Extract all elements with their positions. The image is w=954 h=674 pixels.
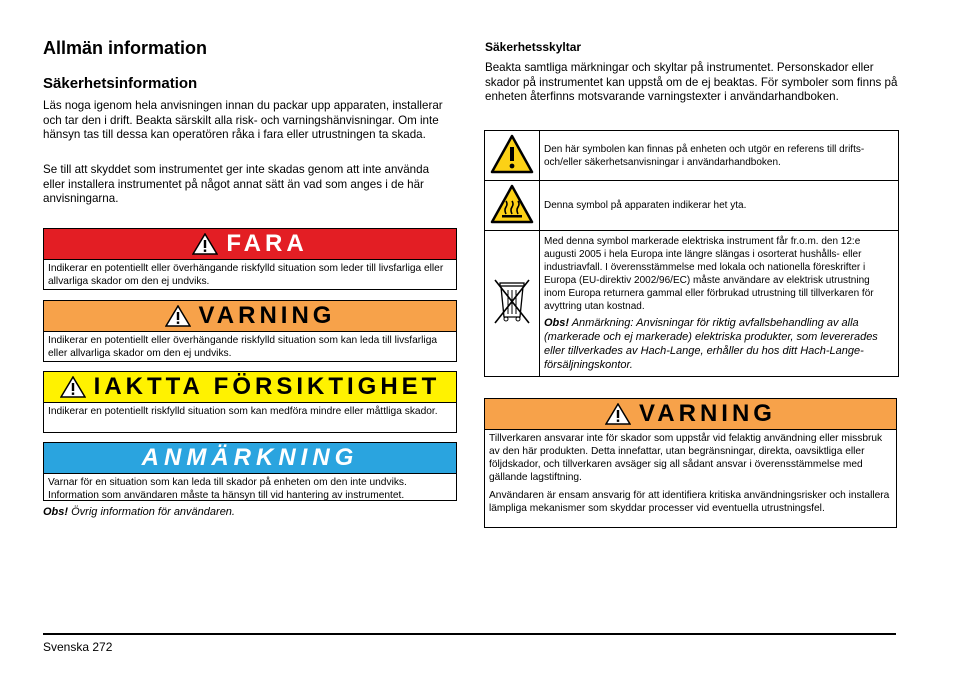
weee-text: Med denna symbol markerade elektriska instrument får fr.o.m. den 12:e augusti 2005 i hela Europa inte längre slängas i osorterat hushålls- eller industriavfall. I överensstämmelse med lokala och nationella föreskrifter i Europa (EU-direktiv 2002/96/EC) måste användare av elektrisk utrustning inom Europa returnera gammal eller förbrukad utrustning till tillverkaren för avyttring utan kostnad. — [544, 236, 874, 312]
notice-title: ANMÄRKNING — [141, 444, 359, 471]
subsection-title: Säkerhetsinformation — [43, 75, 198, 92]
warning-text-2: Användaren är ensam ansvarig för att identifiera kritiska användningsrisker och installera lämpliga mekanismer som skyddar processer vid eventuella utrustningsfel. — [489, 490, 890, 514]
caution-band — [44, 372, 456, 403]
intro-paragraph: Läs noga igenom hela anvisningen innan du packar upp apparaten, installerar och tar den i drift. Beakta särskilt alla risk- och varningshänvisningar. Om inte hänsyn tas till dessa kan operatören råka i fara eller utrustningen ta skada. — [43, 99, 443, 142]
footer-divider — [43, 633, 896, 635]
symbol-text: Denna symbol på apparaten indikerar het yta. — [540, 181, 899, 231]
danger-box — [43, 228, 457, 290]
warning-triangle-icon — [605, 403, 631, 425]
symbol-row — [485, 181, 899, 231]
symbol-cell — [485, 231, 540, 377]
safety-labels-paragraph: Beakta samtliga märkningar och skyltar på instrumentet. Personskador eller skador på instrumentet kan uppstå om de ej beaktas. För symboler som finns på enheten återfinns motsvarande varningstexter i användarhandboken. — [485, 61, 898, 104]
warning-text-1: Tillverkaren ansvarar inte för skador som uppstår vid felaktig användning eller missbruk av den här produkten. Detta innefattar, utan begränsningar, direkta, oavsiktliga eller följdskador, och tillverkaren avsäger sig all sådant ansvar i överensstämmelse med gällande lagstiftning. — [489, 433, 883, 483]
caution-text: Indikerar en potentiellt riskfylld situation som kan medföra mindre eller måttliga skador. — [48, 406, 438, 417]
note-text: Övrig information för användaren. — [68, 506, 235, 518]
symbol-text — [540, 231, 899, 377]
symbol-cell — [485, 131, 540, 181]
warning-title: VARNING — [198, 302, 336, 329]
warning-text: Indikerar en potentiellt eller överhängande riskfylld situation som kan leda till livsfarliga eller allvarliga skador om den ej undviks. — [48, 335, 438, 359]
warning-title: VARNING — [639, 400, 776, 427]
intro-paragraph-2: Se till att skyddet som instrumentet ger inte skadas genom att inte använda eller installera instrumentet på något annat sätt än vad som anges i de här anvisningarna. — [43, 163, 430, 206]
hot-surface-icon — [490, 184, 534, 224]
warning-band — [44, 301, 456, 332]
warning-triangle-icon — [165, 305, 191, 327]
danger-text: Indikerar en potentiellt eller överhängande riskfylld situation som leder till livsfarliga eller allvarliga skador om den ej undviks. — [48, 263, 444, 287]
page-footer: Svenska 272 — [43, 640, 113, 654]
warning-box-right — [484, 398, 897, 528]
caution-title: IAKTTA FÖRSIKTIGHET — [93, 373, 441, 400]
note — [43, 506, 235, 518]
safety-labels-title: Säkerhetsskyltar — [485, 40, 582, 54]
symbol-text: Den här symbolen kan finnas på enheten och utgör en referens till drifts- och/eller säkerhetsanvisningar i användarhandboken. — [540, 131, 899, 181]
warning-triangle-icon — [490, 134, 534, 174]
weee-note — [544, 316, 894, 372]
caution-box — [43, 371, 457, 433]
weee-note-text: Anmärkning: Anvisningar för riktig avfallsbehandling av alla (markerade och ej markerade) elektriska produkter, som levererades eller tillverkades av Hach-Lange, erhåller du hos ditt Hach-Lange-försäljningskontor. — [544, 317, 878, 371]
warning-box — [43, 300, 457, 362]
notice-band — [44, 443, 456, 474]
symbol-row — [485, 231, 899, 377]
warning-band — [485, 399, 896, 430]
symbol-row — [485, 131, 899, 181]
symbol-table — [484, 130, 899, 377]
warning-triangle-icon — [192, 233, 218, 255]
notice-text: Varnar för en situation som kan leda till skador på enheten om den inte undviks. Information som användaren måste ta hänsyn till vid hantering av instrumentet. — [48, 477, 407, 501]
warning-triangle-icon — [60, 376, 86, 398]
section-title: Allmän information — [43, 38, 208, 58]
notice-box — [43, 442, 457, 501]
note-label: Obs! — [43, 506, 69, 518]
symbol-cell — [485, 181, 540, 231]
danger-band — [44, 229, 456, 260]
danger-title: FARA — [226, 230, 308, 257]
crossed-bin-icon — [492, 277, 532, 327]
weee-note-label: Obs! — [544, 317, 570, 329]
warning-text — [485, 430, 896, 518]
